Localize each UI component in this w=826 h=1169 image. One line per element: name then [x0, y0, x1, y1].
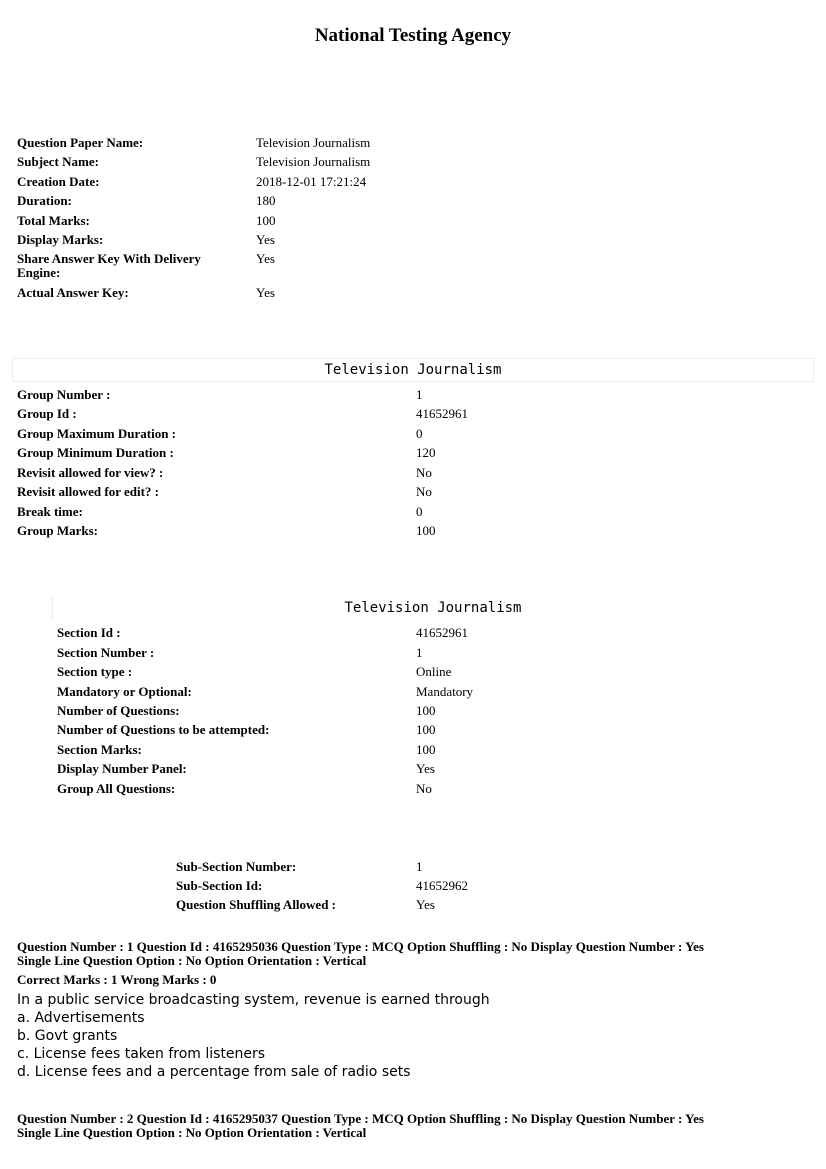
group-number-label: Group Number :: [17, 387, 111, 402]
display-number-panel-label: Display Number Panel:: [57, 761, 187, 776]
option-c: c. License fees taken from listeners: [17, 1046, 266, 1062]
num-questions-value: 100: [416, 703, 436, 718]
revisit-edit-value: No: [416, 484, 432, 499]
subsection-id-value: 41652962: [416, 878, 468, 893]
num-attempt-label: Number of Questions to be attempted:: [57, 722, 270, 737]
subsection-number-value: 1: [416, 859, 423, 874]
option-b: b. Govt grants: [17, 1028, 118, 1044]
creation-date-value: 2018-12-01 17:21:24: [256, 174, 367, 189]
group-id-label: Group Id :: [17, 406, 77, 421]
total-marks-value: 100: [256, 213, 276, 228]
group-max-duration-label: Group Maximum Duration :: [17, 426, 177, 441]
question-marks: Correct Marks : 1 Wrong Marks : 0: [17, 972, 217, 987]
subsection-number-label: Sub-Section Number:: [176, 859, 297, 874]
section-type-label: Section type :: [57, 664, 133, 679]
subject-name-label: Subject Name:: [17, 154, 99, 169]
duration-value: 180: [256, 193, 276, 208]
question-shuffling-label: Question Shuffling Allowed :: [176, 897, 337, 912]
duration-label: Duration:: [17, 193, 72, 208]
revisit-view-label: Revisit allowed for view? :: [17, 465, 164, 480]
question-header-line2: Single Line Question Option : No Option Orientation : Vertical: [17, 953, 367, 968]
paper-name-value: Television Journalism: [256, 135, 371, 150]
group-marks-label: Group Marks:: [17, 523, 99, 538]
revisit-view-value: No: [416, 465, 432, 480]
break-time-value: 0: [416, 504, 423, 519]
group-min-duration-label: Group Minimum Duration :: [17, 445, 174, 460]
question-shuffling-value: Yes: [416, 897, 435, 912]
paper-name-label: Question Paper Name:: [17, 135, 144, 150]
section-number-value: 1: [416, 645, 423, 660]
option-d: d. License fees and a percentage from sale of radio sets: [17, 1064, 411, 1080]
group-number-value: 1: [416, 387, 423, 402]
num-questions-label: Number of Questions:: [57, 703, 180, 718]
mandatory-value: Mandatory: [416, 684, 474, 699]
section-band-title: Television Journalism: [52, 597, 813, 619]
display-marks-value: Yes: [256, 232, 275, 247]
question-header: Question Number : 1 Question Id : 4165295036 Question Type : MCQ Option Shuffling : No Display Question Number : Yes: [17, 939, 704, 954]
subsection-id-label: Sub-Section Id:: [176, 878, 263, 893]
display-marks-label: Display Marks:: [17, 232, 104, 247]
group-marks-value: 100: [416, 523, 436, 538]
share-answer-key-label: Share Answer Key With Delivery: [17, 251, 201, 266]
group-all-questions-value: No: [416, 781, 432, 796]
mandatory-label: Mandatory or Optional:: [57, 684, 192, 699]
section-type-value: Online: [416, 664, 452, 679]
actual-answer-key-value: Yes: [256, 285, 275, 300]
question-header: Question Number : 2 Question Id : 4165295037 Question Type : MCQ Option Shuffling : No Display Question Number : Yes: [17, 1111, 704, 1126]
total-marks-label: Total Marks:: [17, 213, 90, 228]
group-all-questions-label: Group All Questions:: [57, 781, 176, 796]
display-number-panel-value: Yes: [416, 761, 435, 776]
creation-date-label: Creation Date:: [17, 174, 100, 189]
section-marks-value: 100: [416, 742, 436, 757]
question-header-line2: Single Line Question Option : No Option Orientation : Vertical: [17, 1125, 367, 1140]
section-id-label: Section Id :: [57, 625, 121, 640]
group-min-duration-value: 120: [416, 445, 436, 460]
page-title: National Testing Agency: [314, 25, 512, 46]
section-number-label: Section Number :: [57, 645, 155, 660]
subject-name-value: Television Journalism: [256, 154, 371, 169]
group-max-duration-value: 0: [416, 426, 423, 441]
num-attempt-value: 100: [416, 722, 436, 737]
break-time-label: Break time:: [17, 504, 83, 519]
share-answer-key-value: Yes: [256, 251, 275, 266]
actual-answer-key-label: Actual Answer Key:: [17, 285, 129, 300]
group-band-title: Television Journalism: [12, 358, 814, 382]
section-id-value: 41652961: [416, 625, 468, 640]
share-answer-key-label-cont: Engine:: [17, 265, 61, 280]
question-text: In a public service broadcasting system, revenue is earned through: [17, 992, 490, 1008]
section-marks-label: Section Marks:: [57, 742, 142, 757]
option-a: a. Advertisements: [17, 1010, 145, 1026]
revisit-edit-label: Revisit allowed for edit? :: [17, 484, 160, 499]
group-id-value: 41652961: [416, 406, 468, 421]
